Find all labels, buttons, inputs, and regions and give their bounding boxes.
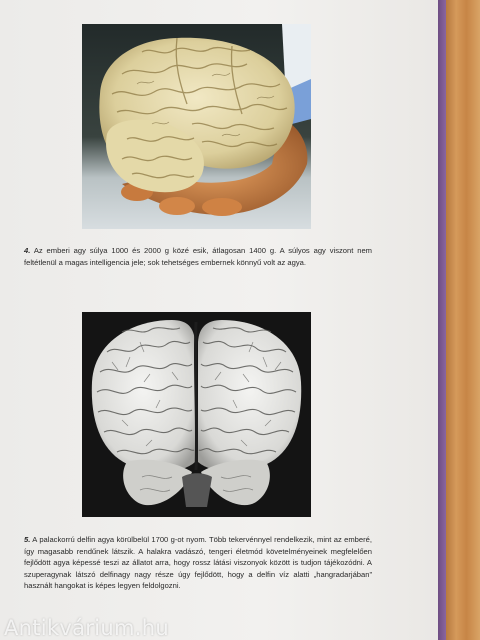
figure-4-caption	[24, 245, 372, 268]
figure-5-number: 5.	[24, 535, 31, 544]
figure-5-caption	[24, 534, 372, 592]
dolphin-brain-photo	[82, 312, 311, 517]
wooden-table-background	[446, 0, 480, 640]
book-cover-edge	[438, 0, 446, 640]
figure-4-number: 4.	[24, 246, 31, 255]
figure-4-text: Az emberi agy súlya 1000 és 2000 g közé esik, átlagosan 1400 g. A súlyos agy viszont nem feltétlenül a magas intelligencia jele; sok tehetséges embernek könnyű volt az agya.	[24, 246, 372, 267]
human-brain-photo	[82, 24, 311, 229]
watermark: Antikvárium.hu	[4, 616, 169, 640]
figure-5-text: A palackorrú delfin agya körülbelül 1700 g-ot nyom. Több tekervénnyel rendelkezik, mint az emberé, így magasabb rendűnek látszik. A halakra vadászó, tengeri életmód követelményeinek megfelelően fejlődött agya képessé teszi az állatot arra, hogy rossz látási viszonyok között is tudjon tájékozódni. A szuperagynak látszó delfinagy nagy része úgy fejlődött, hogy a delfin víz alatti „hangradarjában” használt hangokat is képes legyen feldolgozni.	[24, 535, 372, 591]
